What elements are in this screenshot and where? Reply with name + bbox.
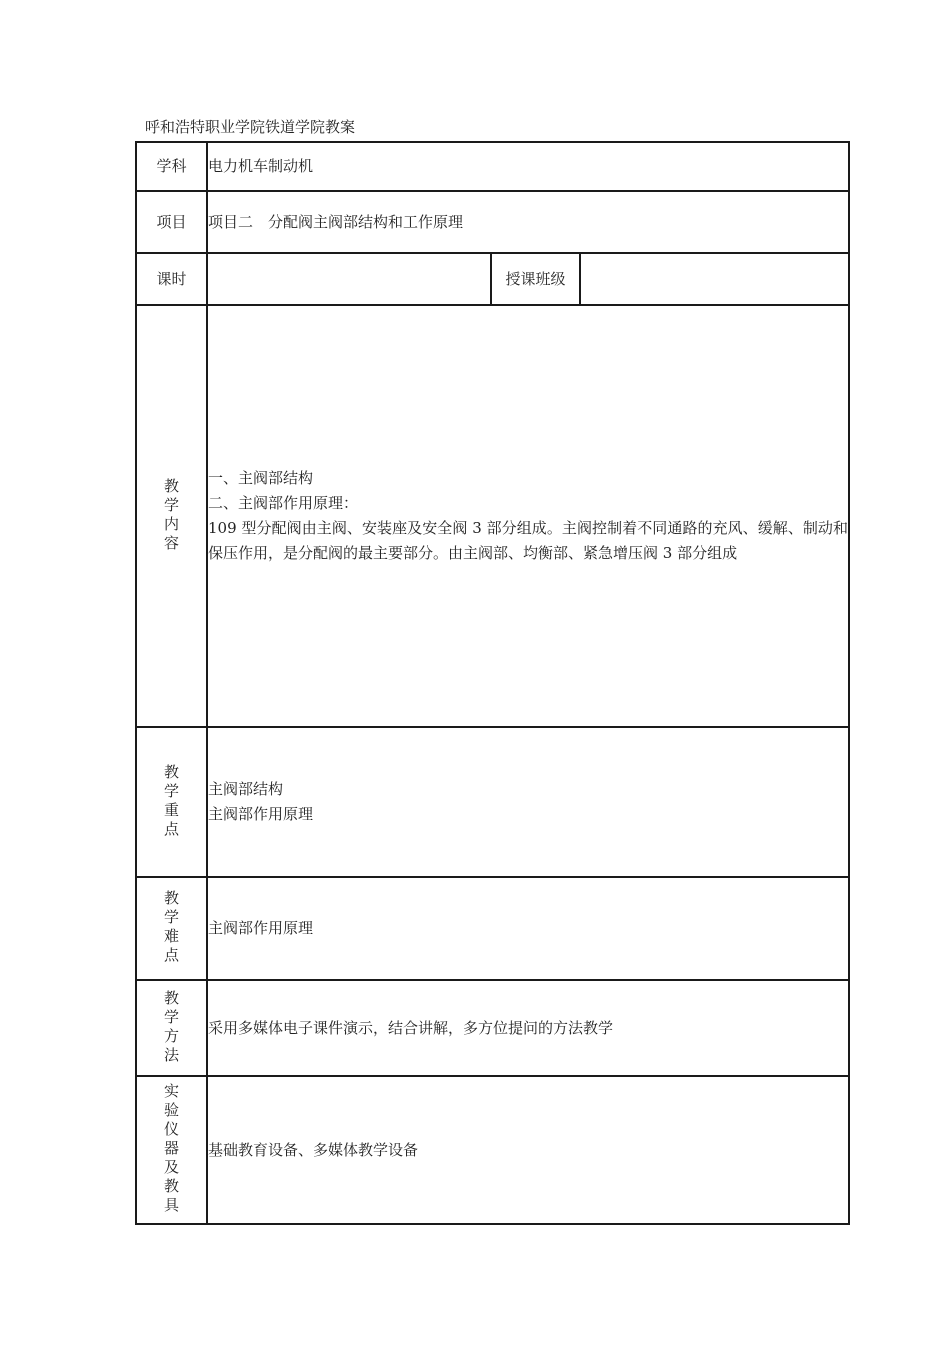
subject-label: 学科	[136, 142, 207, 191]
page-header-title: 呼和浩特职业学院铁道学院教案	[145, 118, 356, 136]
difficulties-label: 教学难点	[163, 889, 179, 964]
content-line-3: 109 型分配阀由主阀、安装座及安全阀 3 部分组成。主阀控制着不同通路的充风、缓解、制动和保压作用，是分配阀的最主要部分。由主阀部、均衡部、紧急增压阀 3 部分组成	[208, 519, 848, 562]
methods-label: 教学方法	[163, 988, 179, 1064]
key-point-2: 主阀部作用原理	[208, 805, 314, 823]
subject-value: 电力机车制动机	[207, 142, 849, 191]
key-points-label-cell	[136, 727, 207, 877]
row-methods	[136, 980, 849, 1076]
content-label: 教学内容	[163, 476, 179, 552]
equipment-label-cell	[136, 1076, 207, 1224]
project-label: 项目	[136, 191, 207, 253]
content-line-1: 一、主阀部结构	[208, 469, 314, 487]
key-points-label: 教学重点	[163, 762, 179, 838]
difficulties-label-cell	[136, 877, 207, 980]
equipment-label: 实验仪器及教具	[163, 1082, 179, 1214]
content-label-cell	[136, 305, 207, 727]
project-value: 项目二 分配阀主阀部结构和工作原理	[207, 191, 849, 253]
class-label: 授课班级	[491, 253, 580, 305]
row-key-points	[136, 727, 849, 877]
row-hours	[136, 253, 849, 305]
row-content	[136, 305, 849, 727]
methods-label-cell	[136, 980, 207, 1076]
methods-value: 采用多媒体电子课件演示，结合讲解，多方位提问的方法教学	[207, 980, 849, 1076]
content-value	[207, 305, 849, 727]
hours-value	[207, 253, 491, 305]
equipment-value: 基础教育设备、多媒体教学设备	[207, 1076, 849, 1224]
lesson-plan-table	[135, 141, 850, 1225]
row-subject	[136, 142, 849, 191]
row-project	[136, 191, 849, 253]
row-difficulties	[136, 877, 849, 980]
hours-label: 课时	[136, 253, 207, 305]
key-point-1: 主阀部结构	[208, 780, 284, 798]
difficulties-value: 主阀部作用原理	[207, 877, 849, 980]
row-equipment	[136, 1076, 849, 1224]
class-value	[580, 253, 849, 305]
content-line-2: 二、主阀部作用原理：	[208, 494, 359, 512]
key-points-value	[207, 727, 849, 877]
